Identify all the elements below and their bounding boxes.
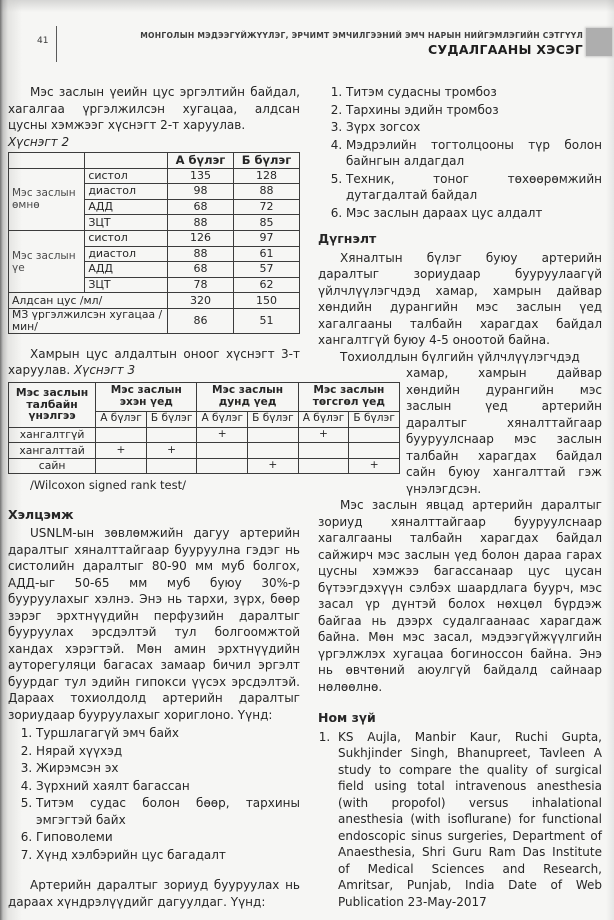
conclusion-heading: Дүгнэлт [318, 231, 377, 246]
col-header-group-b: Б бүлэг [233, 153, 299, 169]
table-row: Мэс заслын үе систол 126 97 [9, 230, 300, 246]
table-row: диастол 98 88 [9, 184, 300, 200]
list-item: 3. Жирэмсэн эх [36, 760, 300, 777]
table-row: МЗ үргэлжилсэн хугацаа /мин/ 86 51 [9, 308, 300, 333]
table-row: ЗЦТ 78 62 [9, 277, 300, 293]
list-item: 2. Нярай хүүхэд [36, 743, 300, 760]
table-row: диастол 88 61 [9, 246, 300, 262]
phase-header-end: Мэс заслын төгсгөл үед [298, 382, 399, 411]
table-row [9, 153, 300, 169]
section-title: СУДАЛГААНЫ ХЭСЭГ [427, 42, 583, 57]
conclusion-paragraph-2-wrapped: хамар, хамрын дайвар хөндийн дурангийн мэс заслын үед артерийн даралтыг хяналттайгаар бууруулснаар мэс заслын талбайн харагдах байдал сайн буюу хангалттай гэж үнэлэгдсэн. [406, 366, 602, 496]
list-item: 4. Зүрхний хаялт багассан [36, 778, 300, 795]
table-row: А бүлэг Б бүлэг А бүлэг Б бүлэг А бүлэг Б бүлэг [9, 411, 400, 427]
table-row: Мэс заслын өмнө систол 135 128 [9, 168, 300, 184]
reference-item: 1. KS Aujla, Manbir Kaur, Ruchi Gupta, Sukhjinder Singh, Bhanupreet, Tavleen A study to compare the quality of surgical field using total intravenous anesthesia (with propofol) versus inhalational anesthesia (with isoflurane) for functional endoscopic sinus surgeries, Department of Anaesthesia, Shri Guru Ram Das Institute of Medical Sciences and Research, Amritsar, Punjab, India Date of Web Publication 23-May-2017 [334, 729, 602, 911]
references-list [318, 729, 602, 911]
list-item: 5. Техник, тоног төхөөрөмжийн дутагдалтай байдал [346, 171, 602, 204]
journal-title: МОНГОЛЫН МЭДЭЭГҮЙЖҮҮЛЭГ, ЭРЧИМТ ЭМЧИЛГЭЭНИЙ ЭМЧ НАРЫН НИЙГЭМЛЭГИЙН СЭТГҮҮЛ [140, 31, 583, 40]
table-row: хангалтгүй + + [9, 427, 400, 443]
table-2-hemodynamics [8, 152, 300, 334]
list-item: 3. Зүрх зогсох [346, 119, 602, 136]
table2-caption: Хүснэгт 2 [8, 134, 70, 149]
conclusion-paragraph-3: Мэс заслын явцад артерийн даралтыг зориуд хяналттайгаар бууруулснаар хагалгааны талбайн харагдах байдал сайжирч мэс заслын үед болон дараа гарах цусны хэмжээ багассанаар цус цусан бүтээгдэхүүн сэлбэх шаардлага буурч, мэс засал үр дүнтэй болох нөхцөл бүрдэж байгаа нь дээрх судалгаанаас харагдаж байна. Мөн мэс засал, мэдээгүйжүүлгийн үргэлжлэх хугацаа богиноссон байна. Энэ нь өвчтөний аюулгүй байдалд сайнаар нөлөөлнө. [318, 498, 602, 694]
list-item: 7. Хүнд хэлбэрийн цус багадалт [36, 847, 300, 864]
references-heading: Ном зүй [318, 710, 376, 725]
discussion-paragraph: USNLM-ын зөвлөмжийн дагуу артерийн даралтыг хяналттайгаар бууруулна гэдэг нь систолийн даралтыг 80-90 мм муб болгох, АДД-ыг 50-65 мм муб буюу 30%-р бууруулахыг хэлнэ. Энэ нь тархи, зүрх, бөөр зэрэг эрхтнүүдийн перфузийн даралтыг бууруулах эрсдэлтэй тул болгоомжтой хандах хэрэгтэй. Мөн амин эрхтнүүдийн ауторегуляци багасах замаар бичил эргэлт буурдаг тул эдийн гипокси үүсэх эрсдэлтэй. Дараах тохиолдолд артерийн даралтыг зориудаар бууруулахыг хориглоно. Үүнд: [8, 526, 300, 722]
conclusion-paragraph-1: Хяналтын бүлэг буюу артерийн даралтыг зориудаар бууруулаагүй үйлчлүүлэгчдэд хамар, хамрын дайвар хөндийн дурангийн мэс заслын үед хагалгааны талбайн харагдах байдал хангалтгүй буюу 4-5 оноотой байна. [318, 250, 602, 347]
closing-paragraph: Артерийн даралтыг зориуд бууруулах нь дараах хүндрэлүүдийг дагуулдаг. Үүнд: [8, 878, 300, 909]
table-row: сайн + + [9, 458, 400, 474]
discussion-heading: Хэлцэмж [8, 506, 74, 522]
table3-intro-text: Хамрын цус алдалтын оноог хүснэгт 3-т харуулав. [8, 346, 300, 378]
phase-header-middle: Мэс заслын дунд үед [197, 382, 298, 411]
complications-list [318, 84, 602, 221]
corner-header: Мэс заслын талбайн үнэлгээ [9, 382, 96, 427]
section-tab-marker [586, 28, 612, 56]
table3-intro-paragraph [8, 346, 300, 379]
contraindications-list [8, 725, 300, 863]
header-divider [56, 26, 57, 62]
table3-footnote: /Wilcoxon signed rank test/ [30, 478, 186, 493]
list-item: 1. Туршлагагүй эмч байх [36, 725, 300, 742]
conclusion-paragraph-2-lead: Тохиолдлын бүлгийн үйлчлүүлэгчдэд [340, 349, 580, 364]
table-row: АДД 68 72 [9, 199, 300, 215]
col-header-group-a: А бүлэг [168, 153, 234, 169]
list-item: 4. Мэдрэлийн тогтолцооны түр болон байнгын алдагдал [346, 137, 602, 170]
table3-caption: Хүснэгт 3 [74, 363, 136, 378]
table-row: хангалттай + + [9, 443, 400, 459]
right-column [318, 84, 602, 911]
list-item: 2. Тархины эдийн тромбоз [346, 102, 602, 119]
table-row: Алдсан цус /мл/ 320 150 [9, 293, 300, 309]
list-item: 6. Мэс заслын дараах цус алдалт [346, 205, 602, 222]
table-row: АДД 68 57 [9, 262, 300, 278]
phase-header-start: Мэс заслын эхэн үед [96, 382, 197, 411]
list-item: 6. Гиповолеми [36, 829, 300, 846]
page-number: 41 [37, 36, 49, 46]
table-row: ЗЦТ 88 85 [9, 215, 300, 231]
intro-paragraph: Мэс заслын үеийн цус эргэлтийн байдал, хагалгаа үргэлжилсэн хугацаа, алдсан цусны хэмжээг хүснэгт 2-т харуулав. [8, 85, 300, 132]
list-item: 1. Титэм судасны тромбоз [346, 84, 602, 101]
list-item: 5. Титэм судас болон бөөр, тархины эмгэгтэй байх [36, 795, 300, 828]
